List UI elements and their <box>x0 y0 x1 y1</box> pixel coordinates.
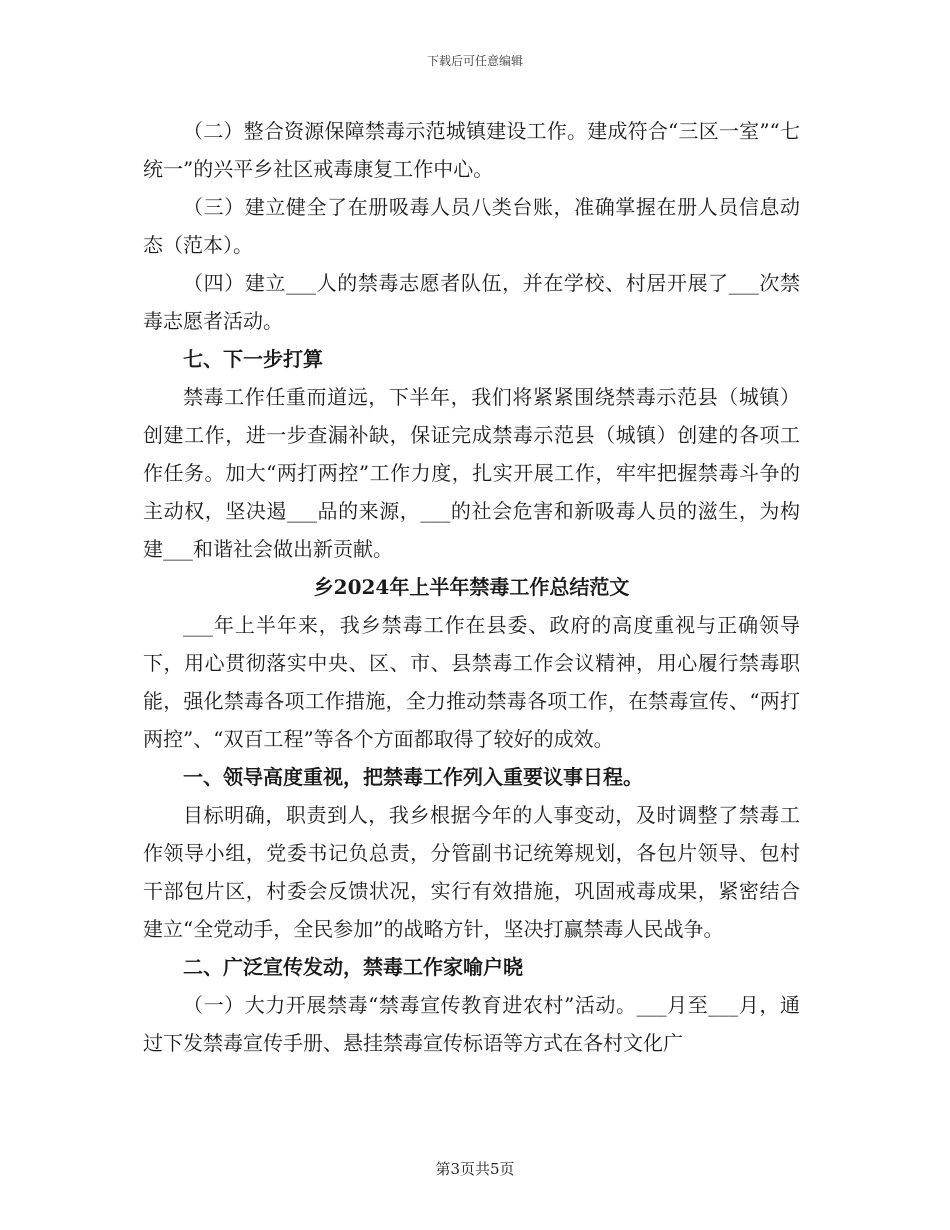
section-heading-7: 七、下一步打算 <box>183 347 323 371</box>
document-title: 乡2024年上半年禁毒工作总结范文 <box>313 575 630 599</box>
paragraph-leadership: 目标明确，职责到人，我乡根据今年的人事变动，及时调整了禁毒工作领导小组，党委书记负总责，分管副书记统筹规划，各包片领导、包村干部包片区，村委会反馈状况，实行有效措施，巩固戒毒成果，紧密结合建立“全党动手，全民参加”的战略方针，坚决打赢禁毒人民战争。 <box>143 803 800 941</box>
section-heading-2: 二、广泛宣传发动，禁毒工作家喻户晓 <box>183 955 523 979</box>
paragraph-2: （二）整合资源保障禁毒示范城镇建设工作。建成符合“三区一室”“七统一”的兴平乡社区戒毒康复工作中心。 <box>143 119 800 181</box>
paragraph-intro: ___年上半年来，我乡禁毒工作在县委、政府的高度重视与正确领导下，用心贯彻落实中央、区、市、县禁毒工作会议精神，用心履行禁毒职能，强化禁毒各项工作措施，全力推动禁毒各项工作，在禁毒宣传、“两打两控”、“双百工程”等各个方面都取得了较好的成效。 <box>143 613 800 751</box>
paragraph-4: （四）建立___人的禁毒志愿者队伍，并在学校、村居开展了___次禁毒志愿者活动。 <box>143 271 800 333</box>
paragraph-next-steps: 禁毒工作任重而道远，下半年，我们将紧紧围绕禁毒示范县（城镇）创建工作，进一步查漏补缺，保证完成禁毒示范县（城镇）创建的各项工作任务。加大“两打两控”工作力度，扎实开展工作，牢牢把握禁毒斗争的主动权，坚决遏___品的来源，___的社会危害和新吸毒人员的滋生，为构建___和谐社会做出新贡献。 <box>143 385 800 561</box>
section-heading-1: 一、领导高度重视，把禁毒工作列入重要议事日程。 <box>183 765 643 789</box>
document-body <box>143 112 800 1062</box>
page-header: 下载后可任意编辑 <box>426 54 523 68</box>
paragraph-publicity: （一）大力开展禁毒“禁毒宣传教育进农村”活动。___月至___月，通过下发禁毒宣传手册、悬挂禁毒宣传标语等方式在各村文化广 <box>143 993 800 1055</box>
paragraph-3: （三）建立健全了在册吸毒人员八类台账，准确掌握在册人员信息动态（范本）。 <box>143 195 800 257</box>
page-footer: 第3页共5页 <box>435 1160 515 1178</box>
